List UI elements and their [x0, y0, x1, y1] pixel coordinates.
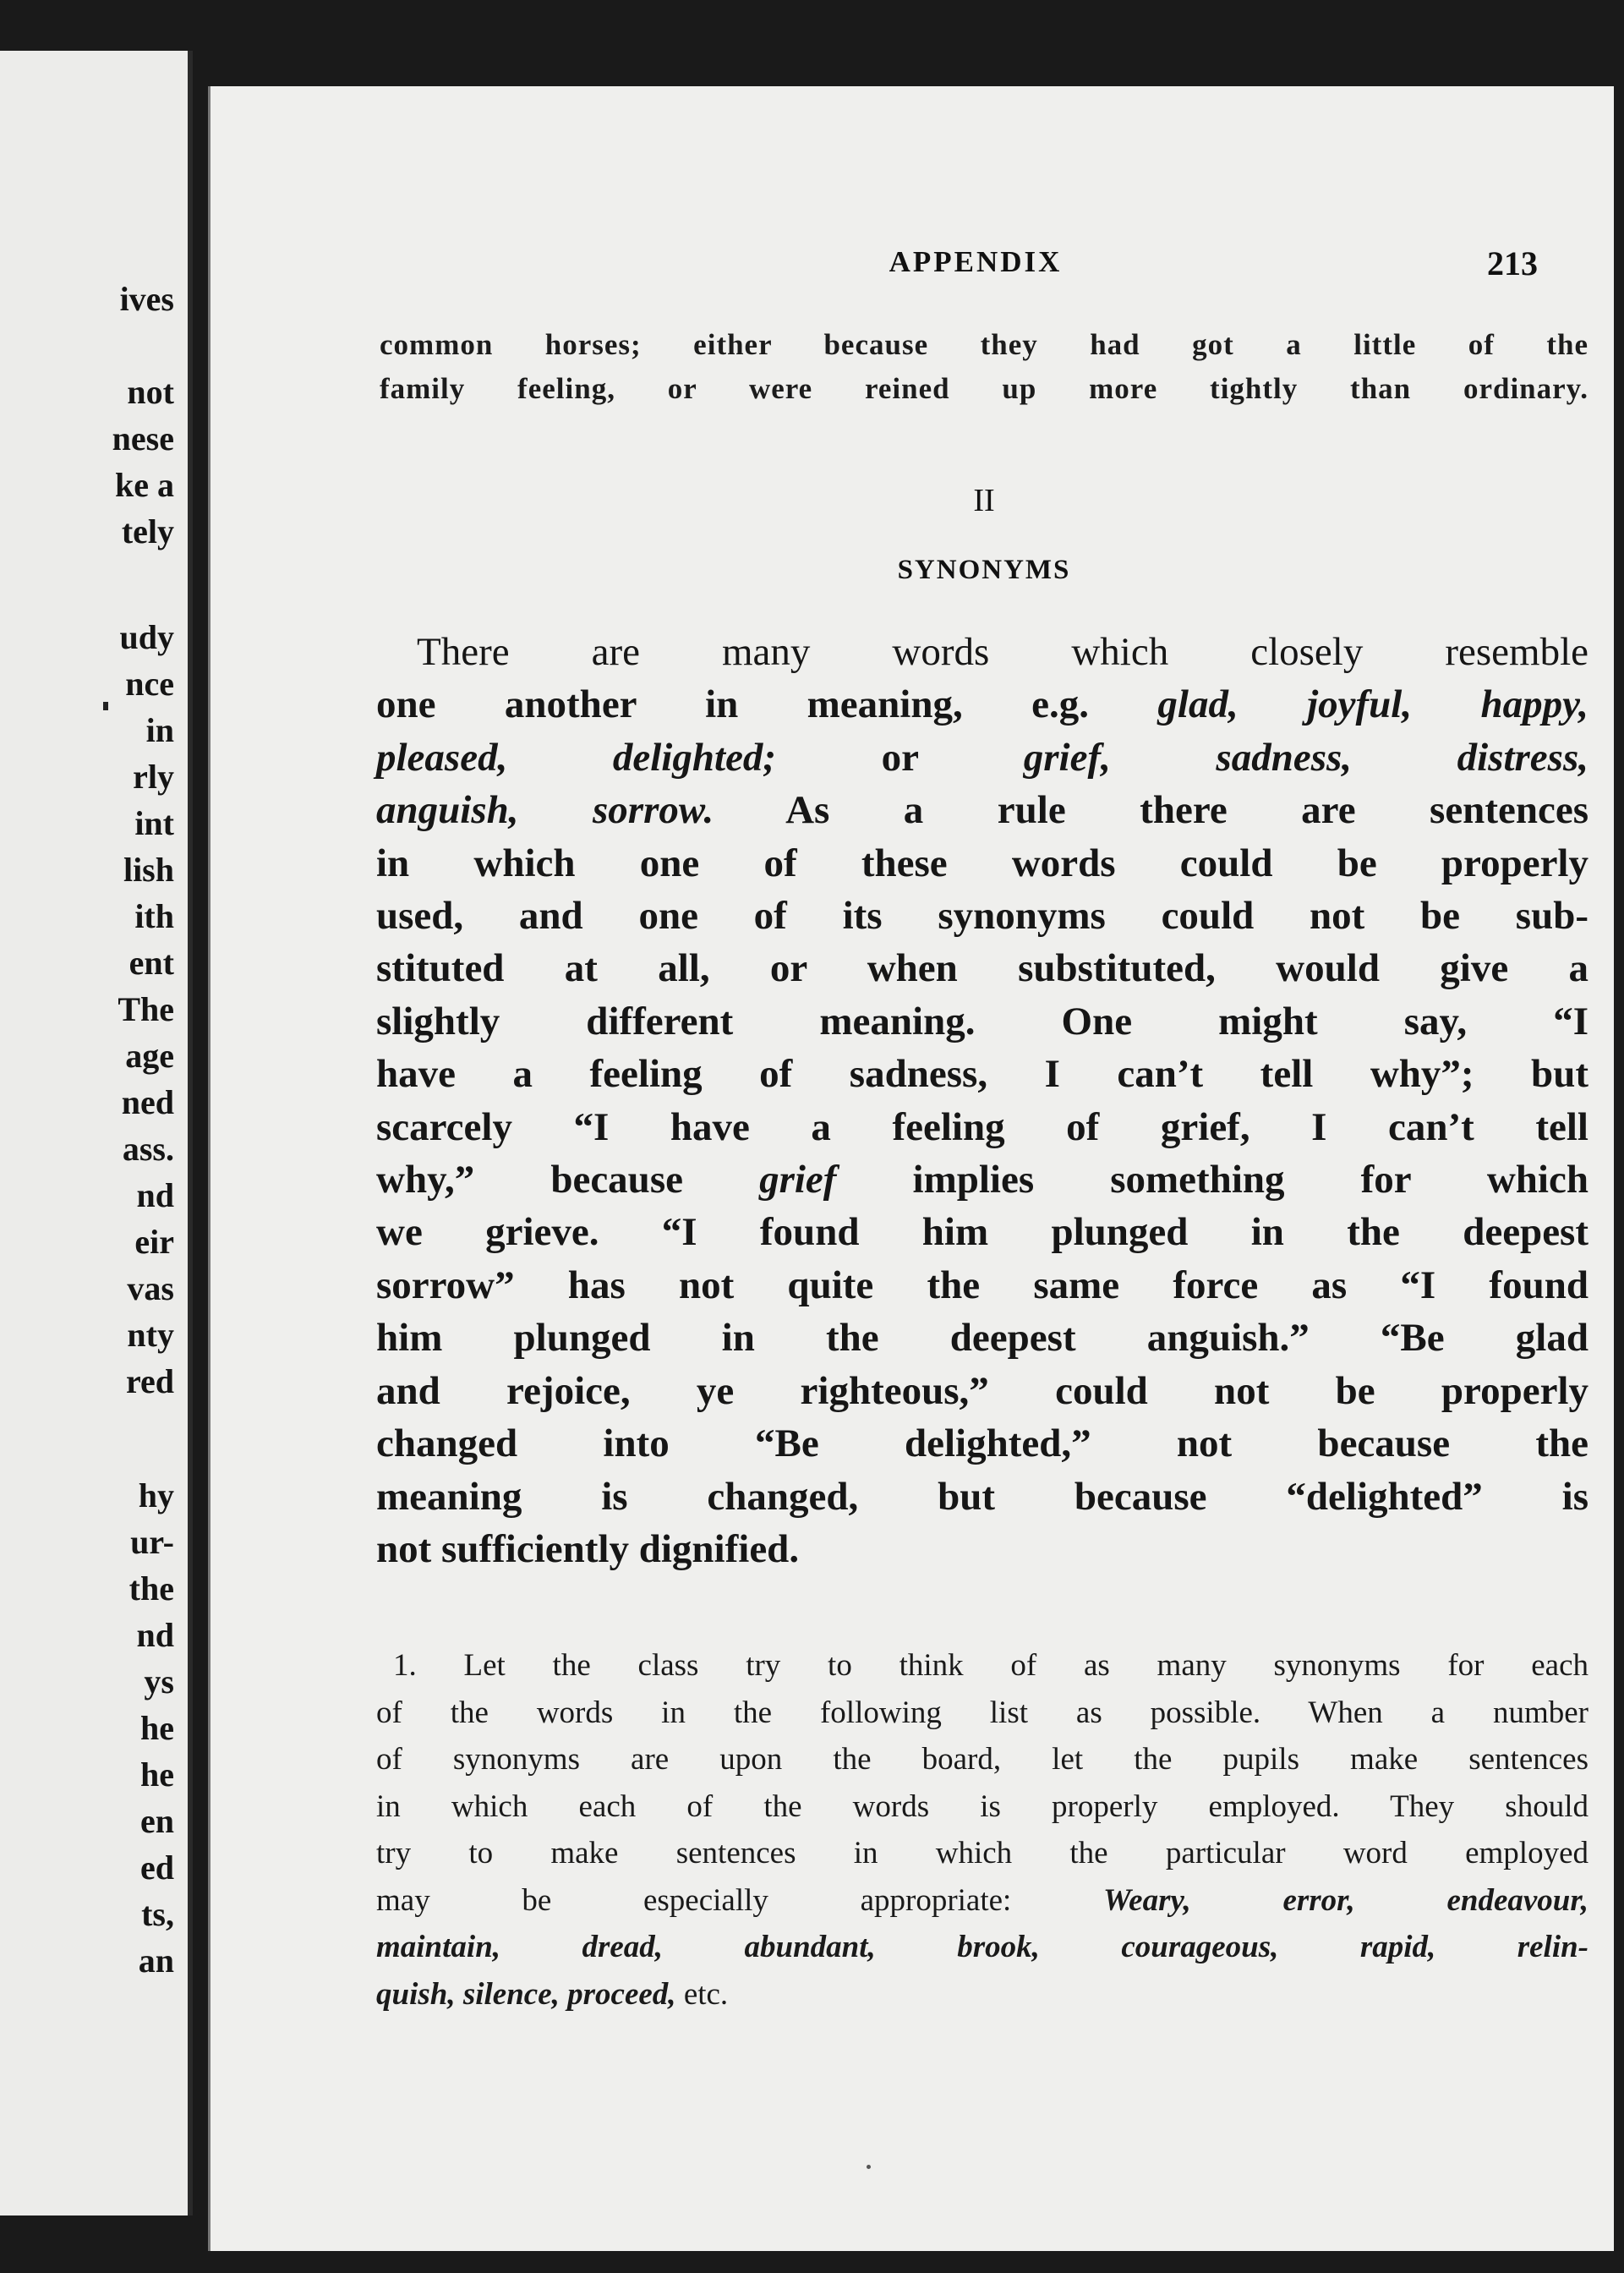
- italic-examples: glad, joyful, happy,: [1157, 682, 1588, 727]
- facing-page-strip: [0, 51, 193, 2215]
- body-line: [376, 731, 1588, 784]
- facing-page-fragment: tely: [121, 512, 174, 550]
- body-line: we grieve. “I found him plunged in the deepest: [376, 1210, 1588, 1255]
- italic-examples: anguish, sorrow.: [376, 788, 714, 833]
- body-line: [376, 678, 1588, 731]
- facing-page-fragment: udy: [119, 618, 174, 656]
- body-line: in which one of these words could be properly: [376, 841, 1588, 885]
- facing-page-fragment: ke a: [115, 466, 174, 504]
- body-line: changed into “Be delighted,” not because the: [376, 1421, 1588, 1466]
- facing-page-fragment: vas: [127, 1269, 174, 1307]
- body-text: why,” because: [376, 1158, 760, 1202]
- ink-speck: [867, 2165, 871, 2169]
- body-line: sorrow” has not quite the same force as “I found: [376, 1262, 1588, 1307]
- facing-page-fragment: age: [125, 1037, 174, 1075]
- italic-examples: grief, sadness, distress,: [1023, 735, 1588, 780]
- exercise-paragraph: [376, 1642, 1588, 2018]
- body-text: or: [776, 735, 1024, 780]
- body-text: There are many words which closely resemble: [417, 630, 1588, 674]
- running-title: APPENDIX: [889, 245, 1063, 278]
- body-line: and rejoice, ye righteous,” could not be properly: [376, 1368, 1588, 1413]
- exercise-line: [376, 1877, 1588, 1925]
- word-list: maintain, dread, abundant, brook, courageous, rapid, relin-: [376, 1930, 1588, 1964]
- body-line: [376, 1153, 1588, 1206]
- facing-page-fragment: an: [138, 1942, 174, 1980]
- facing-page-fragment: eir: [134, 1223, 174, 1261]
- facing-page-fragment: lish: [123, 851, 174, 889]
- exercise-line: of the words in the following list as possible. When a number: [376, 1695, 1588, 1730]
- body-line: him plunged in the deepest anguish.” “Be glad: [376, 1316, 1588, 1361]
- facing-page-fragment: ives: [119, 280, 174, 318]
- exercise-line: [376, 1971, 1588, 2018]
- exercise-line: of synonyms are upon the board, let the pupils make sentences: [376, 1742, 1588, 1777]
- book-page: [208, 86, 1614, 2251]
- facing-page-fragment: nce: [125, 665, 174, 703]
- facing-page-fragment: nty: [127, 1316, 174, 1354]
- word-list: Weary, error, endeavour,: [1103, 1882, 1588, 1918]
- italic-examples: pleased, delighted;: [376, 735, 777, 780]
- body-line: [376, 626, 1588, 678]
- ink-mark: [103, 702, 108, 710]
- exercise-text: etc.: [675, 1976, 729, 2012]
- facing-page-fragment: ur-: [130, 1523, 174, 1561]
- facing-page-fragment: not: [127, 373, 174, 411]
- facing-page-fragment: the: [128, 1569, 174, 1608]
- facing-page-fragment: rly: [133, 758, 174, 796]
- facing-page-fragment: nd: [136, 1616, 174, 1654]
- facing-page-fragment: hy: [138, 1476, 174, 1514]
- body-text: implies something for which: [836, 1158, 1588, 1202]
- facing-page-fragment: en: [140, 1802, 174, 1840]
- body-line: have a feeling of sadness, I can’t tell why”; but: [376, 1052, 1588, 1097]
- continuation-line: common horses; either because they had got a little of the: [380, 328, 1588, 361]
- facing-page-fragment: nd: [136, 1176, 174, 1214]
- facing-page-fragment: ed: [140, 1849, 174, 1887]
- exercise-text: may be especially appropriate:: [376, 1882, 1103, 1918]
- facing-page-fragment: The: [118, 990, 174, 1028]
- exercise-line: in which each of the words is properly employed. They should: [376, 1788, 1588, 1824]
- body-paragraph: [376, 626, 1588, 1575]
- facing-page-fragment: ass.: [122, 1130, 174, 1168]
- facing-page-fragment: he: [140, 1709, 174, 1747]
- facing-page-fragment: ned: [121, 1083, 174, 1121]
- facing-page-fragment: ent: [128, 944, 174, 982]
- facing-page-fragment: int: [134, 804, 174, 842]
- italic-word: grief: [759, 1158, 837, 1202]
- body-line: used, and one of its synonyms could not be sub-: [376, 894, 1588, 939]
- body-line: meaning is changed, but because “delighted” is: [376, 1474, 1588, 1519]
- continuation-text: [380, 323, 1588, 411]
- facing-page-fragment: nese: [112, 419, 174, 457]
- word-list: quish, silence, proceed,: [376, 1976, 676, 2012]
- body-line: scarcely “I have a feeling of grief, I can’t tell: [376, 1104, 1588, 1149]
- exercise-line: 1. Let the class try to think of as many synonyms for each: [393, 1648, 1588, 1683]
- facing-page-fragment: he: [140, 1755, 174, 1794]
- section-number: II: [973, 483, 995, 518]
- body-line: stituted at all, or when substituted, would give a: [376, 946, 1588, 991]
- facing-page-fragment: in: [145, 711, 174, 749]
- page-header: [211, 245, 1614, 288]
- body-text: one another in meaning, e.g.: [376, 682, 1158, 727]
- facing-page-fragment: ys: [144, 1662, 174, 1701]
- section-title: SYNONYMS: [897, 555, 1071, 585]
- exercise-line: try to make sentences in which the particular word employed: [376, 1836, 1588, 1870]
- page-number: 213: [1487, 244, 1538, 282]
- facing-page-fragment: ts,: [141, 1895, 174, 1933]
- body-line: not sufficiently dignified.: [376, 1526, 800, 1571]
- body-text: As a rule there are sentences: [714, 788, 1588, 833]
- body-line: slightly different meaning. One might say, “I: [376, 999, 1588, 1043]
- continuation-line: family feeling, or were reined up more tightly than ordinary.: [380, 372, 1588, 405]
- body-line: [376, 784, 1588, 836]
- facing-page-fragment: ith: [134, 897, 174, 935]
- facing-page-fragment: red: [125, 1362, 174, 1400]
